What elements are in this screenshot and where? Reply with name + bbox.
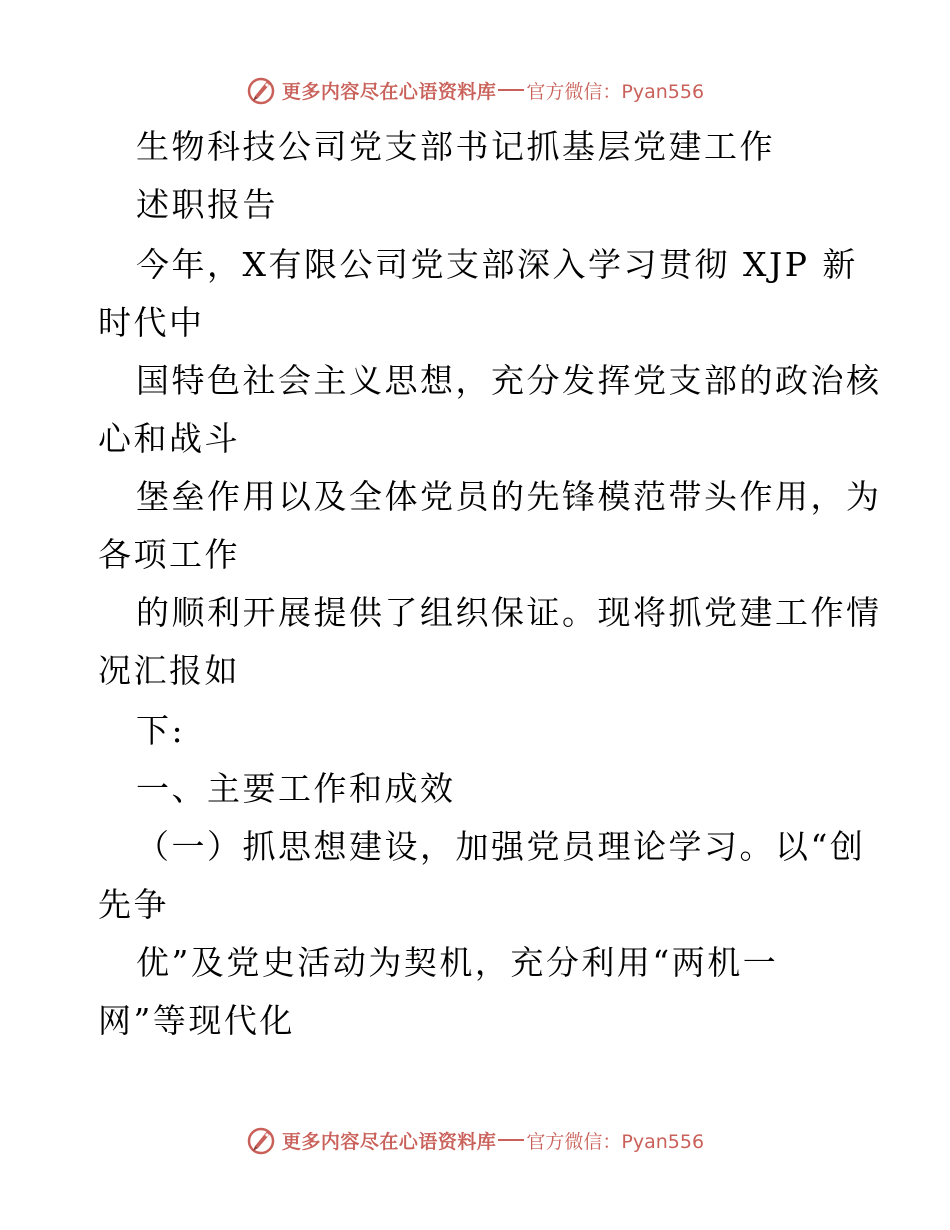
watermark-contact: 官方微信：Pyan556 [526, 80, 705, 103]
paragraph-line: 网”等现代化 [98, 1001, 295, 1040]
paragraph-line: 况汇报如 [98, 651, 240, 690]
watermark-separator [498, 1139, 524, 1141]
paragraph-line: 的顺利开展提供了组织保证。现将抓党建工作情 [136, 593, 882, 632]
paragraph-line: 今年，X有限公司党支部深入学习贯彻 XJP 新 [136, 245, 858, 284]
quill-pen-logo-icon [246, 1124, 278, 1156]
subsection-heading: （一）抓思想建设，加强党员理论学习。以“创 [136, 827, 866, 866]
paragraph-line: 时代中 [98, 303, 205, 342]
quill-pen-logo-icon [246, 74, 278, 106]
paragraph-line: 堡垒作用以及全体党员的先锋模范带头作用，为 [136, 477, 882, 516]
watermark-text: 更多内容尽在心语资料库 [281, 1130, 497, 1153]
watermark-separator [498, 89, 524, 91]
watermark-text: 更多内容尽在心语资料库 [281, 80, 497, 103]
paragraph-line: 各项工作 [98, 535, 240, 574]
paragraph-line: 先争 [98, 885, 169, 924]
paragraph-line: 优”及党史活动为契机，充分利用“两机一 [136, 943, 779, 982]
paragraph-line: 国特色社会主义思想，充分发挥党支部的政治核 [136, 361, 882, 400]
paragraph-line: 心和战斗 [98, 419, 240, 458]
document-subtitle: 述职报告 [136, 185, 278, 224]
document-title: 生物科技公司党支部书记抓基层党建工作 [136, 127, 775, 166]
watermark-contact: 官方微信：Pyan556 [526, 1130, 705, 1153]
footer-watermark [0, 1122, 950, 1158]
header-watermark [0, 72, 950, 108]
section-heading: 一、主要工作和成效 [136, 769, 456, 808]
paragraph-line: 下: [136, 711, 186, 750]
